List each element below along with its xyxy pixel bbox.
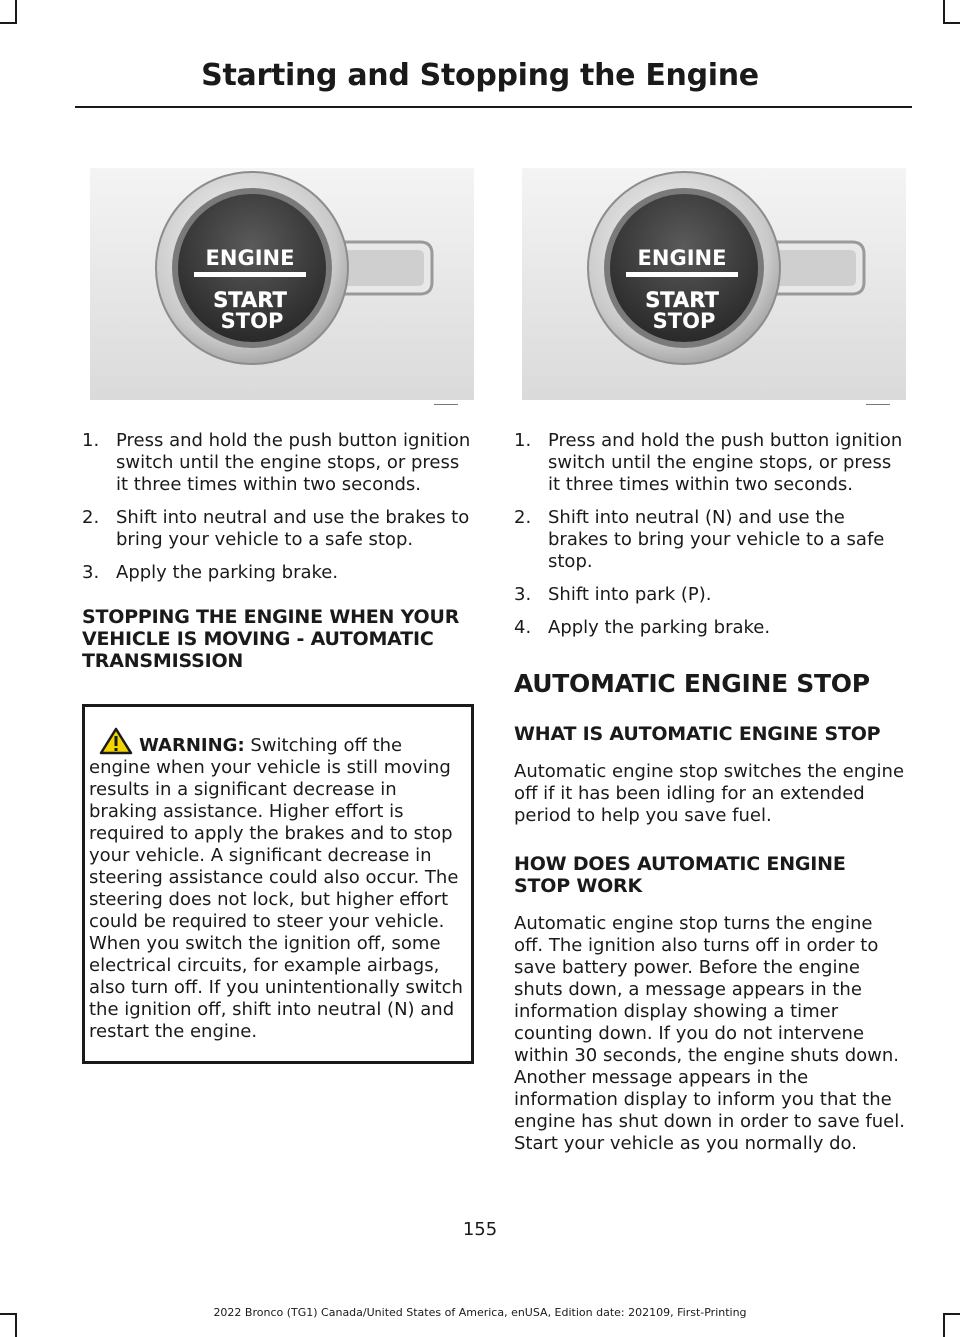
section-heading-stopping-engine-moving: STOPPING THE ENGINE WHEN YOUR VEHICLE IS MOVING - AUTOMATIC TRANSMISSION [82,606,460,672]
list-item [514,430,906,496]
step-text: Apply the parking brake. [116,562,339,583]
list-item [514,584,906,606]
left-column [82,430,474,1064]
list-item [82,562,474,584]
step-number: 3. [514,584,532,605]
figure-label-engine: ENGINE [637,246,727,270]
step-number: 2. [514,507,532,528]
crop-mark [943,22,960,24]
page-number: 155 [462,1219,498,1240]
section-heading-what-is: WHAT IS AUTOMATIC ENGINE STOP [514,723,881,745]
crop-mark [943,0,945,22]
figure-label-engine: ENGINE [205,246,295,270]
step-text: Shift into neutral (N) and use the brakes to bring your vehicle to a safe stop. [548,507,885,572]
warning-triangle-icon [99,727,133,755]
body-paragraph: Automatic engine stop turns the engine off. The ignition also turns off in order to save battery power. Before the engine shuts down, a message appears in the information display showing a timer counting down. If you do not intervene within 30 seconds, the engine shuts down. Another message appears in the information display to inform you that the engine has shut down in order to save fuel. Start your vehicle as you normally do. [514,913,905,1154]
header-divider [75,106,912,108]
figure-mark [866,404,890,405]
stop-engine-steps-automatic [514,430,906,639]
stop-engine-steps [82,430,474,584]
step-number: 1. [82,430,100,451]
engine-start-stop-button-icon [90,168,474,400]
step-text: Press and hold the push button ignition switch until the engine stops, or press it three times within two seconds. [548,430,903,495]
warning-text: Switching off the engine when your vehicle is still moving results in a significant decrease in braking assistance. Higher effort is required to apply the brakes and to stop your vehicle. A significant decrease in steering assistance could also occur. The steering does not lock, but higher effort could be required to steer your vehicle. When you switch the ignition off, some electrical circuits, for example airbags, also turn off. If you unintentionally switch the ignition off, shift into neutral (N) and restart the engine. [89,735,463,1042]
step-number: 4. [514,617,532,638]
figure-engine-start-stop-button-left [90,168,474,400]
figure-label-stop: STOP [220,309,284,333]
step-text: Apply the parking brake. [548,617,771,638]
step-text: Shift into park (P). [548,584,712,605]
engine-start-stop-button-icon [522,168,906,400]
chapter-heading-automatic-engine-stop: AUTOMATIC ENGINE STOP [514,669,870,698]
list-item [514,617,906,639]
step-text: Shift into neutral and use the brakes to bring your vehicle to a safe stop. [116,507,470,550]
warning-box [82,704,474,1064]
crop-mark [0,22,17,24]
figure-engine-start-stop-button-right [522,168,906,400]
crop-mark [15,0,17,22]
list-item [82,430,474,496]
list-item [82,507,474,551]
section-heading-how-does: HOW DOES AUTOMATIC ENGINE STOP WORK [514,853,846,897]
figure-label-stop: STOP [652,309,716,333]
list-item [514,507,906,573]
step-number: 3. [82,562,100,583]
figure-label-start: START [645,288,719,312]
figure-label-start: START [213,288,287,312]
body-paragraph: Automatic engine stop switches the engine off if it has been idling for an extended period to help you save fuel. [514,761,905,826]
right-column [514,430,906,1155]
warning-label: WARNING: [139,735,245,756]
step-number: 1. [514,430,532,451]
page-title: Starting and Stopping the Engine [201,58,759,93]
step-number: 2. [82,507,100,528]
step-text: Press and hold the push button ignition switch until the engine stops, or press it three times within two seconds. [116,430,471,495]
figure-mark [434,404,458,405]
edition-footer: 2022 Bronco (TG1) Canada/United States of America, enUSA, Edition date: 202109, First-Printing [213,1306,747,1319]
